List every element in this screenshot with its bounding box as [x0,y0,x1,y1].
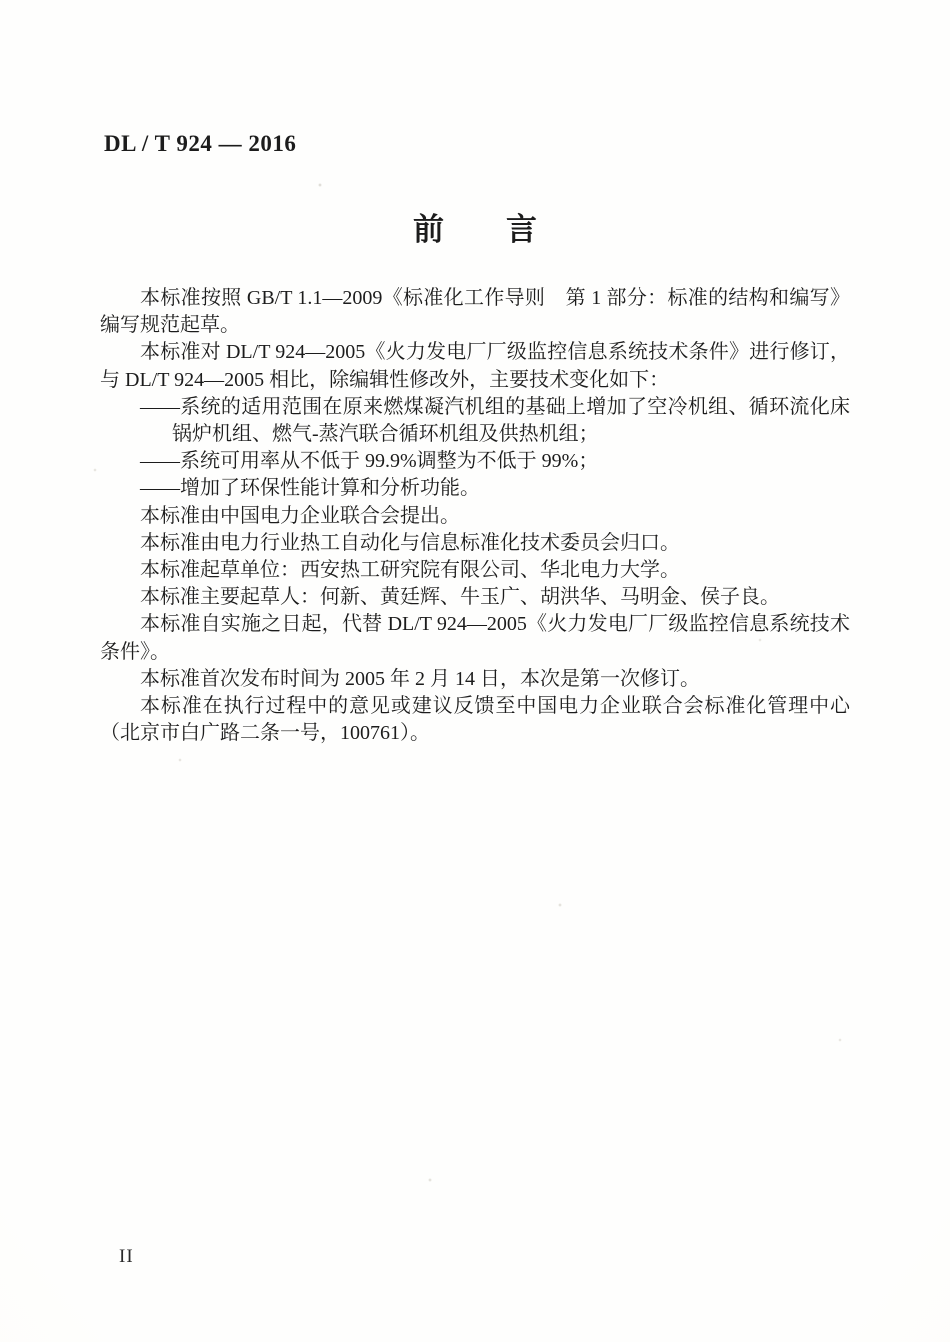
paragraph-9: 本标准主要起草人：何新、黄廷辉、牛玉广、胡洪华、马明金、侯子良。 [140,586,780,609]
paragraph-11: 本标准首次发布时间为 2005 年 2 月 14 日，本次是第一次修订。 [140,667,700,690]
paragraph-5: ——增加了环保性能计算和分析功能。 [140,477,480,500]
paragraph-8: 本标准起草单位：西安热工研究院有限公司、华北电力大学。 [140,559,680,582]
foreword-text-block [100,285,850,747]
paragraph-7: 本标准由电力行业热工自动化与信息标准化技术委员会归口。 [140,531,680,554]
paragraph-12: 本标准在执行过程中的意见或建议反馈至中国电力企业联合会标准化管理中心（北京市白广路二条一号，100761）。 [100,695,850,745]
paragraph-6: 本标准由中国电力企业联合会提出。 [140,504,460,527]
page-title: 前 言 [413,212,537,247]
paragraph-1: 本标准按照 GB/T 1.1—2009《标准化工作导则 第 1 部分：标准的结构和编写》编写规范起草。 [100,287,850,337]
paragraph-10: 本标准自实施之日起，代替 DL/T 924—2005《火力发电厂厂级监控信息系统技术条件》。 [100,613,850,663]
paragraph-4: ——系统可用率从不低于 99.9%调整为不低于 99%； [140,450,599,473]
page-number: II [119,1246,134,1267]
paragraph-3: ——系统的适用范围在原来燃煤凝汽机组的基础上增加了空冷机组、循环流化床锅炉机组、燃气-蒸汽联合循环机组及供热机组； [140,395,850,446]
standard-number-header: DL / T 924 — 2016 [104,131,297,156]
paragraph-2: 本标准对 DL/T 924—2005《火力发电厂厂级监控信息系统技术条件》进行修订，与 DL/T 924—2005 相比，除编辑性修改外，主要技术变化如下： [100,341,850,391]
